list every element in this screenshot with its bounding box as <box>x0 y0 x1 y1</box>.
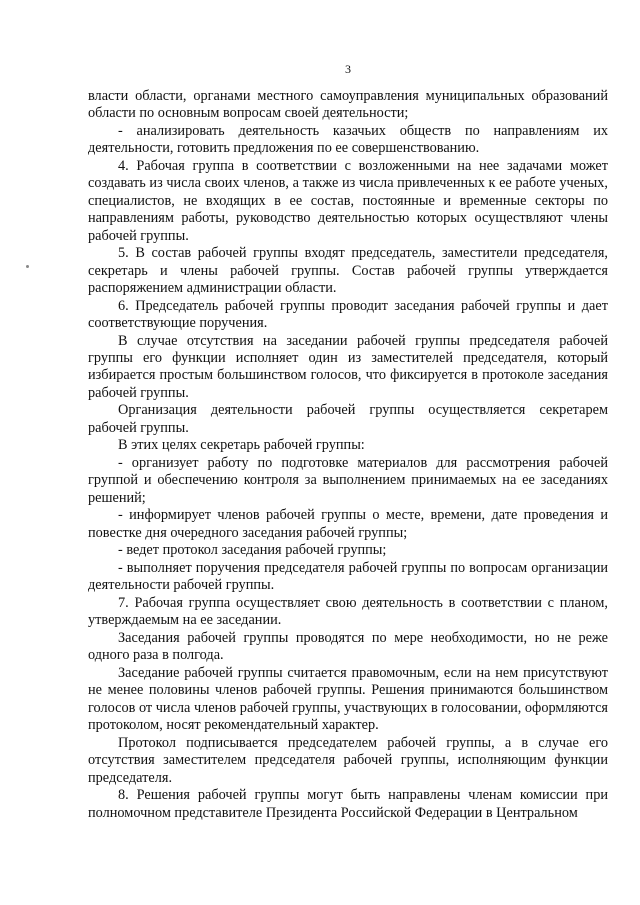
page-number: 3 <box>345 62 351 76</box>
paragraph-15: Заседание рабочей группы считается правомочным, если на нем присутствуют не менее половины членов рабочей группы. Решения принимаются большинством голосов от числа членов рабочей группы, участвующих в голосовании, оформляются протоколом, носят рекомендательный характер. <box>88 665 608 734</box>
document-body <box>88 88 608 822</box>
paragraph-12: - выполняет поручения председателя рабочей группы по вопросам организации деятельности рабочей группы. <box>88 560 608 594</box>
paragraph-6: В случае отсутствия на заседании рабочей группы председателя рабочей группы его функции исполняет один из заместителей председателя, который избирается простым большинством голосов, что фиксируется в протоколе заседания рабочей группы. <box>88 332 608 401</box>
paragraph-14: Заседания рабочей группы проводятся по мере необходимости, но не реже одного раза в полгода. <box>88 630 608 664</box>
paragraph-13: 7. Рабочая группа осуществляет свою деятельность в соответствии с планом, утверждаемым на ее заседании. <box>88 595 608 629</box>
paragraph-16: Протокол подписывается председателем рабочей группы, а в случае его отсутствия заместителем председателя рабочей группы, исполняющим функции председателя. <box>88 734 608 786</box>
paragraph-5: 6. Председатель рабочей группы проводит заседания рабочей группы и дает соответствующие поручения. <box>88 297 608 332</box>
paragraph-2: - анализировать деятельность казачьих обществ по направлениям их деятельности, готовить предложения по ее совершенствованию. <box>88 123 608 157</box>
margin-dot <box>26 265 29 268</box>
paragraph-9: - организует работу по подготовке материалов для рассмотрения рабочей группой и обеспечению контроля за выполнением принимаемых на ее заседаниях решений; <box>88 455 608 506</box>
paragraph-1: власти области, органами местного самоуправления муниципальных образований области по основным вопросам своей деятельности; <box>88 88 608 122</box>
paragraph-10: - информирует членов рабочей группы о месте, времени, дате проведения и повестке дня очередного заседания рабочей группы; <box>88 507 608 541</box>
paragraph-3: 4. Рабочая группа в соответствии с возложенными на нее задачами может создавать из числа своих членов, а также из числа привлеченных к ее работе ученых, специалистов, не входящих в ее состав, постоянные и временные секторы по направлениям работы, руководство деятельностью которых осуществляют члены рабочей группы. <box>88 158 608 244</box>
paragraph-4: 5. В состав рабочей группы входят председатель, заместители председателя, секретарь и члены рабочей группы. Состав рабочей группы утверждается распоряжением администрации области. <box>88 245 608 297</box>
paragraph-11: - ведет протокол заседания рабочей группы; <box>118 542 387 559</box>
paragraph-8: В этих целях секретарь рабочей группы: <box>118 437 365 454</box>
paragraph-17: 8. Решения рабочей группы могут быть направлены членам комиссии при полномочном представителе Президента Российской Федерации в Центральном <box>88 787 608 821</box>
paragraph-7: Организация деятельности рабочей группы осуществляется секретарем рабочей группы. <box>88 402 608 436</box>
